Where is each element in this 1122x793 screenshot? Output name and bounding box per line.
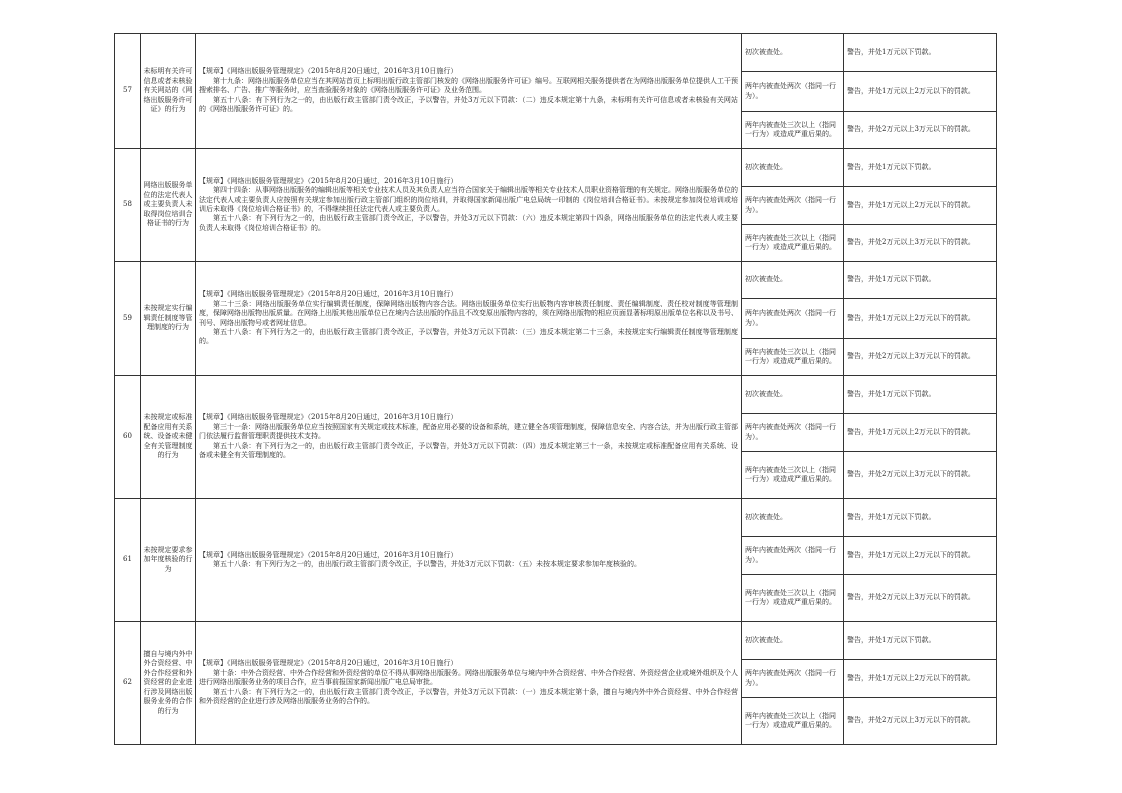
penalty-standard: 警告，并处2万元以上3万元以下的罚款。 [844,698,997,745]
legal-basis-clause: 第十条：中外合资经营、中外合作经营和外资经营的单位不得从事网络出版服务。网络出版服务单位与境内中外合资经营、中外合作经营、外资经营企业或境外组织及个人进行网络出版服务业务的项目合作，应当事前报国家新闻出版广电总局审批。 [199,668,738,687]
row-number: 61 [115,499,141,622]
penalty-standard: 警告，并处1万元以下罚款。 [844,262,997,299]
penalty-standard: 警告，并处1万元以下罚款。 [844,149,997,187]
legal-basis [196,262,742,376]
penalty-standard: 警告，并处1万元以下罚款。 [844,499,997,537]
circumstance: 初次被查处。 [742,34,844,72]
legal-basis [196,622,742,745]
legal-basis-clause: 第四十四条：从事网络出版服务的编辑出版等相关专业技术人员及其负责人应当符合国家关于编辑出版等相关专业技术人员职业资格管理的有关规定。网络出版服务单位的法定代表人或主要负责人应按照有关规定参加出版行政主管部门组织的岗位培训，并取得国家新闻出版广电总局统一印制的《岗位培训合格证书》。未按规定参加岗位培训或培训后未取得《岗位培训合格证书》的，不得继续担任法定代表人或主要负责人。 [199,186,738,213]
penalty-standard: 警告，并处1万元以下罚款。 [844,34,997,72]
legal-basis-title: 【规章】《网络出版服务管理规定》（2015年8月20日通过，2016年3月10日施行） [199,290,458,299]
legal-basis [196,376,742,499]
circumstance: 两年内被查处两次（指同一行为）。 [742,537,844,575]
circumstance: 两年内被查处两次（指同一行为）。 [742,414,844,452]
table-row [115,34,997,72]
penalty-standard: 警告，并处1万元以上2万元以下的罚款。 [844,72,997,112]
penalty-standard: 警告，并处1万元以下罚款。 [844,376,997,414]
penalty-standard: 警告，并处2万元以上3万元以下的罚款。 [844,452,997,499]
circumstance: 初次被查处。 [742,499,844,537]
legal-basis [196,499,742,622]
table-body [115,34,997,745]
penalty-standard: 警告，并处2万元以上3万元以下的罚款。 [844,112,997,149]
violation-item: 未按规定实行编辑责任制度等管理制度的行为 [141,262,196,376]
legal-basis [196,149,742,262]
table-row [115,499,997,537]
circumstance: 初次被查处。 [742,262,844,299]
penalty-standard: 警告，并处2万元以上3万元以下的罚款。 [844,575,997,622]
penalty-standard: 警告，并处1万元以下罚款。 [844,622,997,660]
table-row [115,376,997,414]
penalty-standard: 警告，并处1万元以上2万元以下的罚款。 [844,299,997,339]
penalty-standard: 警告，并处1万元以上2万元以下的罚款。 [844,660,997,698]
penalty-standard: 警告，并处1万元以上2万元以下的罚款。 [844,187,997,225]
legal-basis-clause: 第三十一条：网络出版服务单位应当按照国家有关规定或技术标准，配备应用必要的设备和系统，建立健全各项管理制度，保障信息安全、内容合法，并为出版行政主管部门依法履行监督管理职责提供技术支持。 [199,422,738,441]
row-number: 60 [115,376,141,499]
circumstance: 初次被查处。 [742,376,844,414]
legal-basis-clause: 第五十八条：有下列行为之一的，由出版行政主管部门责令改正，予以警告，并处3万元以下罚款：（四）违反本规定第三十一条，未按规定或标准配备应用有关系统、设备或未健全有关管理制度的。 [199,441,738,460]
legal-basis-clause: 第二十三条：网络出版服务单位实行编辑责任制度，保障网络出版物内容合法。网络出版服务单位实行出版物内容审核责任制度、责任编辑制度、责任校对制度等管理制度，保障网络出版物出版质量。在网络上出版其他出版单位已在境内合法出版的作品且不改变原出版物内容的，须在网络出版物的相应页面显著标明原出版单位名称以及书号、刊号、网络出版物号或者网址信息。 [199,299,738,327]
violation-item: 擅自与境内外中外合资经营、中外合作经营和外资经营的企业进行涉及网络出版服务业务的合作的行为 [141,622,196,745]
circumstance: 两年内被查处两次（指同一行为）。 [742,72,844,112]
legal-basis-clause: 第五十八条：有下列行为之一的，由出版行政主管部门责令改正，予以警告，并处3万元以下罚款：（五）未按本规定要求参加年度核验的。 [213,560,641,568]
legal-basis-clause: 第五十八条：有下列行为之一的，由出版行政主管部门责令改正，予以警告，并处3万元以下罚款：（一）违反本规定第十条，擅自与境内外中外合资经营、中外合作经营和外资经营的企业进行涉及网络出版服务业务的合作的。 [199,687,738,706]
table-row [115,262,997,299]
legal-basis-title: 【规章】《网络出版服务管理规定》（2015年8月20日通过，2016年3月10日施行） [199,176,458,185]
legal-basis-title: 【规章】《网络出版服务管理规定》（2015年8月20日通过，2016年3月10日施行） [199,67,458,76]
circumstance: 两年内被查处两次（指同一行为）。 [742,660,844,698]
circumstance: 两年内被查处两次（指同一行为）。 [742,299,844,339]
circumstance: 两年内被查处三次以上（指同一行为）或造成严重后果的。 [742,575,844,622]
penalty-discretion-table [114,33,997,745]
circumstance: 两年内被查处三次以上（指同一行为）或造成严重后果的。 [742,452,844,499]
row-number: 58 [115,149,141,262]
circumstance: 两年内被查处两次（指同一行为）。 [742,187,844,225]
penalty-standard: 警告，并处1万元以上2万元以下的罚款。 [844,414,997,452]
circumstance: 两年内被查处三次以上（指同一行为）或造成严重后果的。 [742,339,844,376]
legal-basis-title: 【规章】《网络出版服务管理规定》（2015年8月20日通过，2016年3月10日施行） [199,550,458,559]
legal-basis-title: 【规章】《网络出版服务管理规定》（2015年8月20日通过，2016年3月10日施行） [199,413,458,422]
table-row [115,622,997,660]
legal-basis-clause: 第五十八条：有下列行为之一的，由出版行政主管部门责令改正，予以警告，并处3万元以下罚款：（六）违反本规定第四十四条，网络出版服务单位的法定代表人或主要负责人未取得《岗位培训合格证书》的。 [199,214,738,232]
circumstance: 两年内被查处三次以上（指同一行为）或造成严重后果的。 [742,225,844,262]
circumstance: 两年内被查处三次以上（指同一行为）或造成严重后果的。 [742,112,844,149]
penalty-standard: 警告，并处1万元以上2万元以下的罚款。 [844,537,997,575]
legal-basis-clause: 第五十八条：有下列行为之一的，由出版行政主管部门责令改正，予以警告，并处3万元以下罚款：（三）违反本规定第二十三条，未按规定实行编辑责任制度等管理制度的。 [199,327,738,346]
table-row [115,149,997,187]
circumstance: 两年内被查处三次以上（指同一行为）或造成严重后果的。 [742,698,844,745]
violation-item: 未标明有关许可信息或者未核验有关网站的《网络出版服务许可证》的行为 [141,34,196,149]
row-number: 57 [115,34,141,149]
penalty-standard: 警告，并处2万元以上3万元以下的罚款。 [844,225,997,262]
legal-basis [196,34,742,149]
legal-basis-clause: 第五十八条：有下列行为之一的，由出版行政主管部门责令改正，予以警告，并处3万元以下罚款：（二）违反本规定第十九条，未标明有关许可信息或者未核验有关网站的《网络出版服务许可证》的。 [199,95,738,114]
penalty-standard: 警告，并处2万元以上3万元以下的罚款。 [844,339,997,376]
violation-item: 未按规定或标准配备应用有关系统、设备或未健全有关管理制度的行为 [141,376,196,499]
violation-item: 网络出版服务单位的法定代表人或主要负责人未取得岗位培训合格证书的行为 [141,149,196,262]
row-number: 62 [115,622,141,745]
violation-item: 未按规定要求参加年度核验的行为 [141,499,196,622]
circumstance: 初次被查处。 [742,149,844,187]
legal-basis-title: 【规章】《网络出版服务管理规定》（2015年8月20日通过，2016年3月10日施行） [199,659,458,668]
legal-basis-clause: 第十九条：网络出版服务单位应当在其网站首页上标明出版行政主管部门核发的《网络出版服务许可证》编号。互联网相关服务提供者在为网络出版服务单位提供人工干预搜索排名、广告、推广等服务时，应当查验服务对象的《网络出版服务许可证》及业务范围。 [199,76,738,95]
circumstance: 初次被查处。 [742,622,844,660]
row-number: 59 [115,262,141,376]
